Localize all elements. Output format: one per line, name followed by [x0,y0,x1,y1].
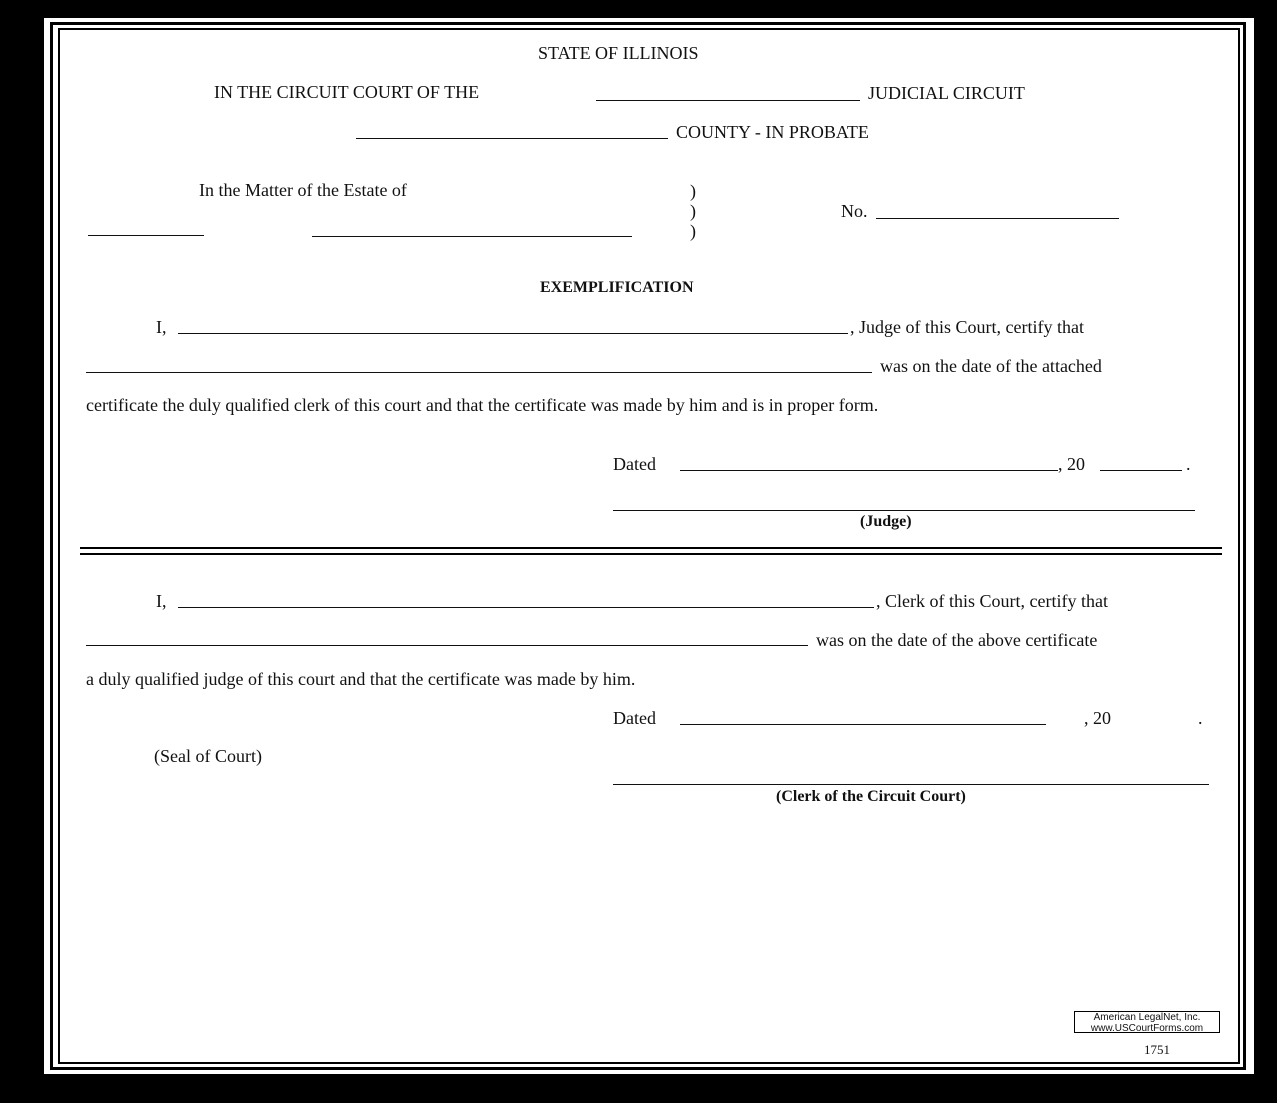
caption-paren-1: ) [690,181,696,201]
clerk-date-blank[interactable] [680,724,1046,725]
judicial-circuit-blank[interactable] [596,100,860,101]
publisher-name: American LegalNet, Inc. [1093,1012,1201,1023]
case-number-blank[interactable] [876,218,1119,219]
judge-year-prefix: , 20 [1058,454,1085,474]
judge-signature-label: (Judge) [860,513,912,530]
court-suffix-text: JUDICIAL CIRCUIT [868,83,1025,103]
estate-name-blank-last[interactable] [312,236,632,237]
clerk-line3-text: a duly qualified judge of this court and that the certificate was made by him. [86,669,636,689]
clerk-signature-line[interactable] [613,784,1209,785]
clerk-date-period: . [1198,708,1203,728]
caption-paren-2: ) [690,201,696,221]
estate-name-blank-first[interactable] [88,235,204,236]
judge-name-blank[interactable] [178,333,848,334]
county-blank[interactable] [356,138,668,139]
clerk-signature-label: (Clerk of the Circuit Court) [776,788,966,805]
judge-certify-text: , Judge of this Court, certify that [850,317,1084,337]
judge-dated-label: Dated [613,454,656,474]
exemplification-title: EXEMPLIFICATION [540,279,694,296]
caption-paren-3: ) [690,221,696,241]
clerk-name-blank[interactable] [178,607,874,608]
judge-line2-text: was on the date of the attached [880,356,1102,376]
clerk-line2-text: was on the date of the above certificate [816,630,1098,650]
county-suffix-text: COUNTY - IN PROBATE [676,122,869,142]
clerk-certify-text: , Clerk of this Court, certify that [876,591,1108,611]
judge-signature-line[interactable] [613,510,1195,511]
clerk-i-text: I, [156,591,167,611]
clerk-year-prefix: , 20 [1084,708,1111,728]
publisher-url: www.USCourtForms.com [1090,1023,1204,1034]
estate-matter-text: In the Matter of the Estate of [199,180,407,200]
judge-date-blank[interactable] [680,470,1058,471]
form-number: 1751 [1144,1042,1170,1057]
judge-year-blank[interactable] [1100,470,1182,471]
judge-date-period: . [1186,454,1191,474]
seal-of-court-label: (Seal of Court) [154,746,262,766]
court-prefix-text: IN THE CIRCUIT COURT OF THE [214,82,480,102]
case-number-label: No. [841,201,868,221]
section-divider-bottom [80,553,1222,555]
judge-name-blank-clerk-cert[interactable] [86,645,808,646]
section-divider-top [80,547,1222,549]
state-heading: STATE OF ILLINOIS [538,43,699,63]
judge-line3-text: certificate the duly qualified clerk of this court and that the certificate was made by him and is in proper form. [86,395,879,415]
judge-i-text: I, [156,317,167,337]
clerk-dated-label: Dated [613,708,656,728]
clerk-name-blank-judge-cert[interactable] [86,372,872,373]
publisher-badge [1074,1011,1220,1033]
